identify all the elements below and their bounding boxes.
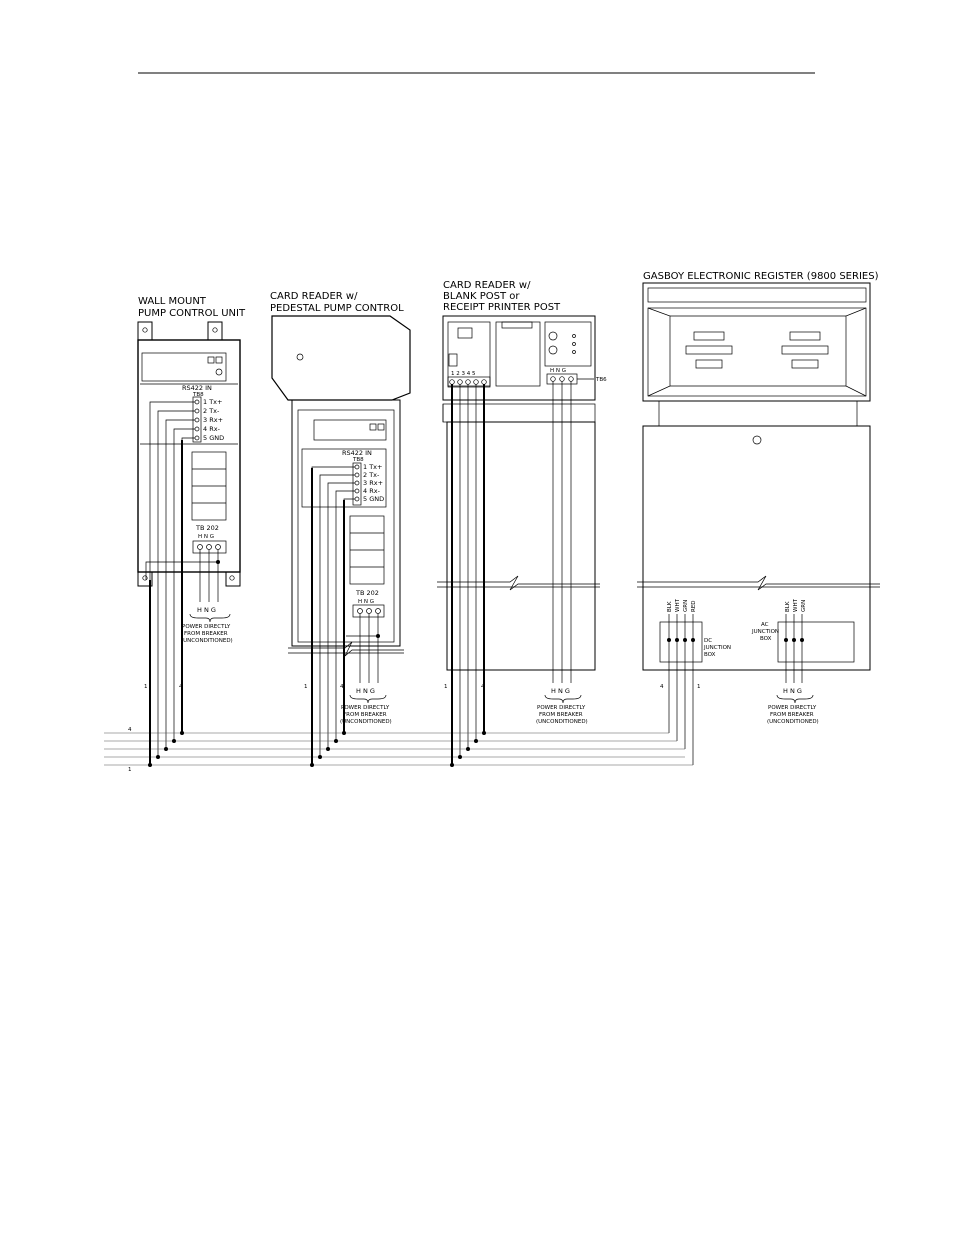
gasboy-power-line-1: POWER DIRECTLY xyxy=(768,705,817,711)
gasboy-ac-wire-grn: GRN xyxy=(801,599,807,612)
pedestal-hng-small: H N G xyxy=(358,599,375,605)
pedestal-power-hng: H N G xyxy=(356,687,375,695)
wall-mount-terminal-3: 3 Rx+ xyxy=(203,416,224,424)
wall-mount-title-2: PUMP CONTROL UNIT xyxy=(138,308,246,319)
gasboy-dc-wire-wht: WHT xyxy=(675,599,681,612)
gasboy-ac-box-line-3: BOX xyxy=(760,636,772,642)
pedestal-unit xyxy=(270,291,410,765)
wall-mount-terminal-1: 1 Tx+ xyxy=(203,398,223,406)
gasboy-ac-wire-wht: WHT xyxy=(793,599,799,612)
pedestal-terminal-4: 4 Rx- xyxy=(363,487,380,495)
pedestal-power-line-3: (UNCONDITIONED) xyxy=(340,719,392,725)
pedestal-rs422-label: RS422 IN xyxy=(342,449,372,457)
wall-mount-unit xyxy=(138,296,246,765)
wall-mount-terminal-2: 2 Tx- xyxy=(203,407,220,415)
pedestal-terminal-2: 2 Tx- xyxy=(363,471,380,479)
wall-mount-wire-label-4: 4 xyxy=(179,684,183,690)
wall-mount-power-line-2: FROM BREAKER xyxy=(184,631,228,637)
wall-mount-terminal-4: 4 Rx- xyxy=(203,425,220,433)
gasboy-power-hng: H N G xyxy=(783,687,802,695)
post-title-3: RECEIPT PRINTER POST xyxy=(443,302,561,313)
post-terminal-numbers: 1 2 3 4 5 xyxy=(451,371,476,377)
pedestal-wire-label-1: 1 xyxy=(304,684,308,690)
post-hng-small: H N G xyxy=(550,368,567,374)
post-power-hng: H N G xyxy=(551,687,570,695)
gasboy-power-line-3: (UNCONDITIONED) xyxy=(767,719,819,725)
pedestal-terminal-1: 1 Tx+ xyxy=(363,463,383,471)
wall-mount-tb8-label: TB8 xyxy=(193,392,204,398)
gasboy-ac-box-line-2: JUNCTION xyxy=(752,629,780,635)
gasboy-ac-wire-blk: BLK xyxy=(785,601,791,612)
pedestal-terminal-3: 3 Rx+ xyxy=(363,479,384,487)
wall-mount-title-1: WALL MOUNT xyxy=(138,296,206,307)
post-power-line-3: (UNCONDITIONED) xyxy=(536,719,588,725)
bus-wire-label-1: 1 xyxy=(128,767,132,773)
gasboy-dc-box-line-2: JUNCTION xyxy=(704,645,732,651)
pedestal-wire-label-4: 4 xyxy=(340,684,344,690)
post-title-2: BLANK POST or xyxy=(443,291,520,302)
rs422-bus xyxy=(104,384,693,773)
gasboy-ac-box-line-1: AC xyxy=(761,622,769,628)
bus-wire-label-4: 4 xyxy=(128,727,132,733)
pedestal-power-line-1: POWER DIRECTLY xyxy=(341,705,390,711)
gasboy-dc-box-line-1: DC xyxy=(704,638,713,644)
gasboy-dc-wire-blk: BLK xyxy=(667,601,673,612)
pedestal-power-line-2: FROM BREAKER xyxy=(343,712,387,718)
wall-mount-terminal-5: 5 GND xyxy=(203,434,225,442)
gasboy-power-line-2: FROM BREAKER xyxy=(770,712,814,718)
pedestal-tb8-label: TB8 xyxy=(353,457,364,463)
post-tb6-label: TB6 xyxy=(596,377,607,383)
gasboy-dc-wire-red: RED xyxy=(691,600,697,612)
post-power-line-2: FROM BREAKER xyxy=(539,712,583,718)
post-head xyxy=(443,316,595,400)
pedestal-tb202-label: TB 202 xyxy=(356,589,379,597)
post-title-1: CARD READER w/ xyxy=(443,280,531,291)
card-reader-post-unit xyxy=(437,280,607,765)
wall-mount-body xyxy=(138,340,240,572)
pedestal-head xyxy=(272,316,410,400)
gasboy-title: GASBOY ELECTRONIC REGISTER (9800 SERIES) xyxy=(643,271,879,282)
wall-mount-power-line-3: (UNCONDITIONED) xyxy=(181,638,233,644)
gasboy-wire-label-4: 4 xyxy=(660,684,664,690)
post-wire-label-4: 4 xyxy=(481,684,485,690)
gasboy-dc-box-line-3: BOX xyxy=(704,652,716,658)
wall-mount-hng-small: H N G xyxy=(198,534,215,540)
gasboy-wire-label-1: 1 xyxy=(697,684,701,690)
wall-mount-wire-label-1: 1 xyxy=(144,684,148,690)
wall-mount-tb202-label: TB 202 xyxy=(196,524,219,532)
pedestal-title-1: CARD READER w/ xyxy=(270,291,358,302)
wall-mount-power-hng: H N G xyxy=(197,606,216,614)
wall-mount-rs422-label: RS422 IN xyxy=(182,384,212,392)
gasboy-dc-wire-grn: GRN xyxy=(683,599,689,612)
post-wire-label-1: 1 xyxy=(444,684,448,690)
pedestal-title-2: PEDESTAL PUMP CONTROL xyxy=(270,303,404,314)
post-power-line-1: POWER DIRECTLY xyxy=(537,705,586,711)
gasboy-register-unit xyxy=(637,271,880,765)
wall-mount-power-line-1: POWER DIRECTLY xyxy=(182,624,231,630)
pedestal-terminal-5: 5 GND xyxy=(363,495,385,503)
